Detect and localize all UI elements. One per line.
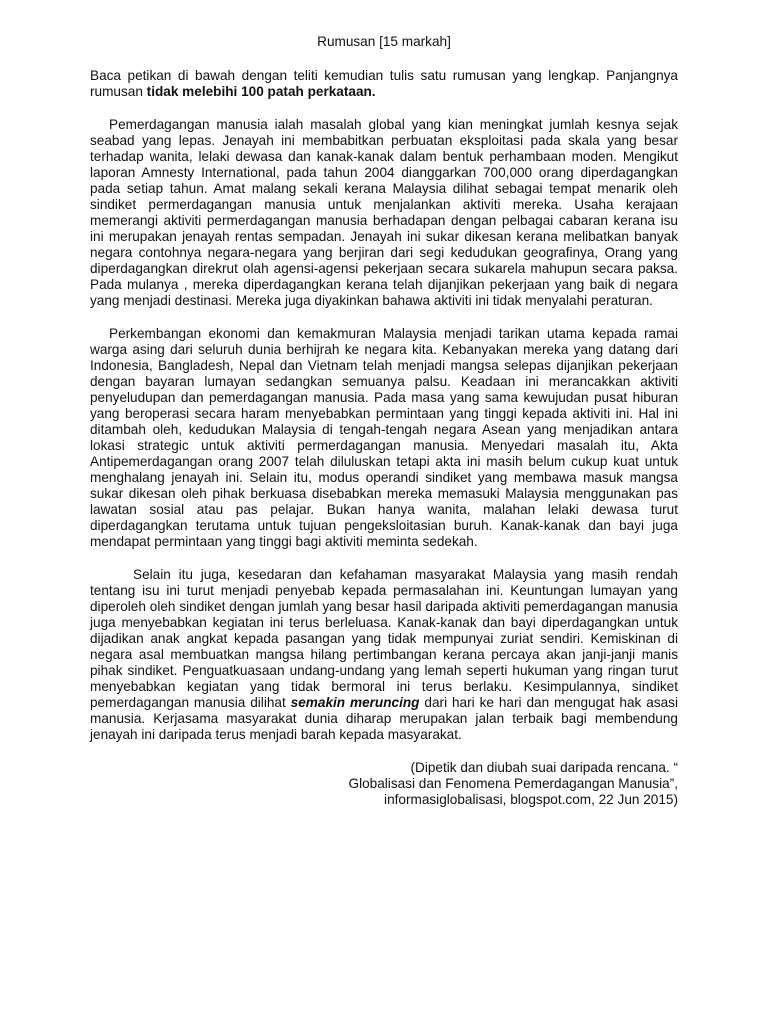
instruction-word-limit: tidak melebihi 100 patah perkataan.	[146, 84, 376, 99]
paragraph-3-emphasis: semakin meruncing	[290, 695, 420, 710]
paragraph-1-text: Pemerdagangan manusia ialah masalah global yang kian meningkat jumlah kesnya sejak seabad yang lepas. Jenayah ini membabitkan perbuatan eksploitasi pada skala yang besar terhadap wanita, lelaki dewasa dan kanak-kanak dalam bentuk perhambaan moden. Mengikut laporan Amnesty International, pada tahun 2004 dianggarkan 700,000 orang diperdagangkan pada setiap tahun. Amat malang sekali kerana Malaysia dilihat sebagai tempat menarik oleh sindiket permerdagangan manusia untuk menjalankan aktiviti mereka. Usaha kerajaan memerangi aktiviti permerdagangan manusia berhadapan dengan pelbagai cabaran kerana isu ini merupakan jenayah rentas sempadan. Jenayah ini sukar dikesan kerana melibatkan banyak negara contohnya negara-negara yang berjiran dari segi kedudukan geografinya, Orang yang diperdagangkan direkrut olah agensi-agensi pekerjaan secara sukarela mahupun secara paksa. Pada mulanya , mereka diperdagangkan kerana telah dijanjikan pekerjaan yang baik di negara yang menjadi destinasi. Mereka juga diyakinkan bahawa aktiviti ini tidak menyalahi peraturan.	[90, 117, 678, 308]
paragraph-3-text-before: Selain itu juga, kesedaran dan kefahaman masyarakat Malaysia yang masih rendah tentang isu ini turut menjadi penyebab kepada permasalahan ini. Keuntungan lumayan yang diperoleh oleh sindiket dengan jumlah yang besar hasil daripada aktiviti pemerdagangan manusia juga menyebabkan kegiatan ini terus berleluasa. Kanak-kanak dan bayi diperdagangkan untuk dijadikan anak angkat kepada pasangan yang tidak mempunyai zuriat sendiri. Kemiskinan di negara asal membuatkan mangsa hilang pertimbangan kerana percaya akan janji-janji manis pihak sindiket. Penguatkuasaan undang-undang yang lemah seperti hukuman yang ringan turut menyebabkan kegiatan yang tidak bermoral ini terus berlaku. Kesimpulannya, sindiket pemerdagangan manusia dilihat	[90, 567, 678, 710]
source-line-3: informasiglobalisasi, blogspot.com, 22 Jun 2015)	[384, 792, 678, 807]
paragraph-2-text: Perkembangan ekonomi dan kemakmuran Malaysia menjadi tarikan utama kepada ramai warga asing dari seluruh dunia berhijrah ke negara kita. Kebanyakan mereka yang datang dari Indonesia, Bangladesh, Nepal dan Vietnam telah menjadi mangsa selepas dijanjikan pekerjaan dengan bayaran lumayan sedangkan semuanya palsu. Keadaan ini merancakkan aktiviti penyeludupan dan pemerdagangan manusia. Pada masa yang sama kewujudan pusat hiburan yang beroperasi secara haram menyebabkan permintaan yang tinggi kepada aktiviti ini. Hal ini ditambah oleh, kedudukan Malaysia di tengah-tengah negara Asean yang menjadikan antara lokasi strategic untuk aktiviti permerdagangan manusia. Menyedari masalah itu, Akta Antipemerdagangan orang 2007 telah diluluskan tetapi akta ini masih belum cukup kuat untuk menghalang jenayah ini. Selain itu, modus operandi sindiket yang membawa masuk mangsa sukar dikesan oleh pihak berkuasa disebabkan mereka memasuki Malaysia menggunakan pas lawatan sosial atau pas pelajar. Bukan hanya wanita, malahan lelaki dewasa turut diperdagangkan terutama untuk tujuan pengeksloitasian buruh. Kanak-kanak dan bayi juga mendapat permintaan yang tinggi bagi aktiviti meminta sedekah.	[90, 326, 678, 549]
paragraph-3-text-after: dari hari ke hari dan mengugat hak asasi manusia. Kerjasama masyarakat dunia diharap merupakan jalan terbaik bagi membendung jenayah ini daripada terus menjadi barah kepada masyarakat.	[90, 695, 678, 742]
instruction-text	[90, 68, 678, 100]
document-page	[90, 34, 678, 808]
page-title: Rumusan [15 markah]	[317, 34, 451, 49]
source-line-2: Globalisasi dan Fenomena Pemerdagangan Manusia”,	[348, 776, 678, 791]
passage-paragraph-3	[90, 567, 678, 743]
instruction-body: Baca petikan di bawah dengan teliti kemudian tulis satu rumusan yang lengkap. Panjangnya rumusan	[90, 68, 678, 99]
passage-paragraph-2	[90, 326, 678, 550]
passage-paragraph-1	[90, 117, 678, 309]
source-line-1: (Dipetik dan diubah suai daripada rencana. “	[410, 760, 678, 775]
source-citation	[90, 760, 678, 808]
